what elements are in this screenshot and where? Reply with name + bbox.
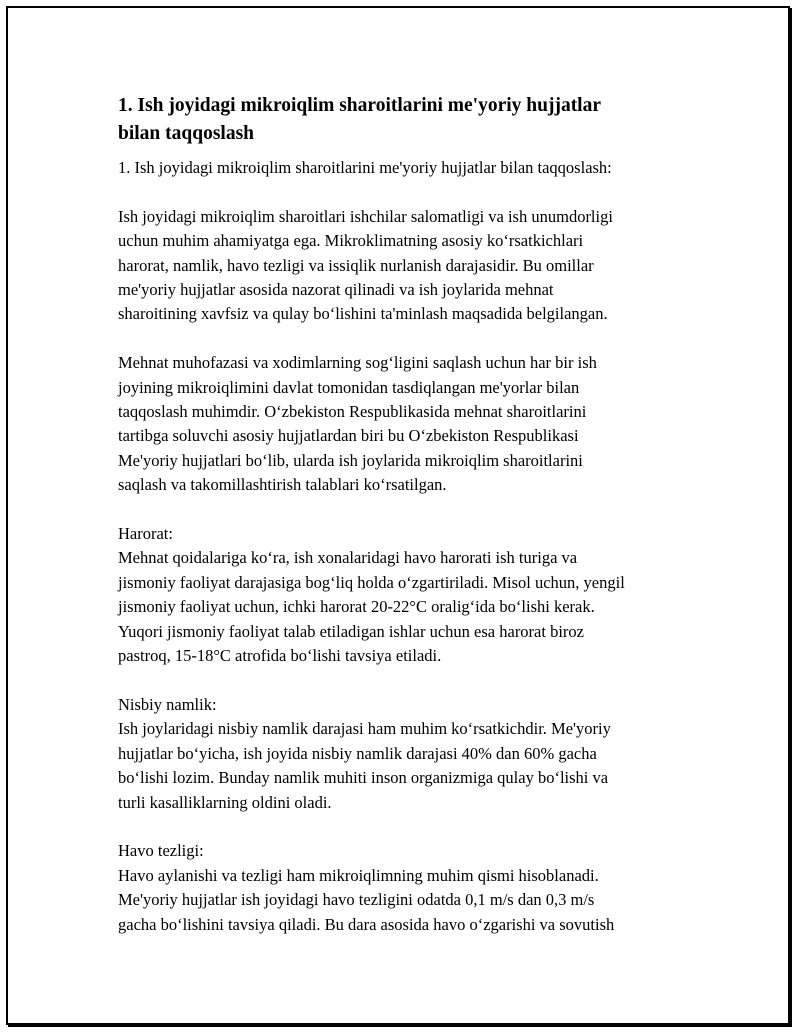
text-line: Mehnat muhofazasi va xodimlarning sogʻligini saqlash uchun har bir ish	[118, 353, 597, 373]
text-line: Havo aylanishi va tezligi ham mikroiqlimning muhim qismi hisoblanadi.	[118, 865, 599, 885]
air-speed-paragraph	[118, 839, 688, 937]
text-line: Me'yoriy hujjatlari boʻlib, ularda ish joylarida mikroiqlim sharoitlarini	[118, 450, 583, 470]
section-label: Harorat:	[118, 524, 173, 544]
temperature-paragraph	[118, 522, 688, 668]
text-line: gacha boʻlishini tavsiya qiladi. Bu dara asosida havo oʻzgarishi va sovutish	[118, 914, 615, 934]
text-line: hujjatlar boʻyicha, ish joyida nisbiy namlik darajasi 40% dan 60% gacha	[118, 743, 597, 763]
text-line: Ish joylaridagi nisbiy namlik darajasi ham muhim koʻrsatkichdir. Me'yoriy	[118, 719, 611, 739]
intro-paragraph	[118, 156, 688, 180]
document-heading	[118, 92, 688, 148]
text-line: saqlash va takomillashtirish talablari koʻrsatilgan.	[118, 475, 447, 495]
section-label: Havo tezligi:	[118, 841, 204, 861]
text-line: boʻlishi lozim. Bunday namlik muhiti inson organizmiga qulay boʻlishi va	[118, 768, 609, 788]
section-label: Nisbiy namlik:	[118, 694, 217, 714]
text-line: taqqoslash muhimdir. Oʻzbekiston Respublikasida mehnat sharoitlarini	[118, 402, 587, 422]
document-body	[118, 92, 688, 961]
text-line: harorat, namlik, havo tezligi va issiqlik nurlanish darajasidir. Bu omillar	[118, 255, 594, 275]
text-line: turli kasalliklarning oldini oladi.	[118, 792, 332, 812]
text-line: sharoitining xavfsiz va qulay boʻlishini ta'minlash maqsadida belgilangan.	[118, 304, 608, 324]
text-line: Me'yoriy hujjatlar ish joyidagi havo tezligini odatda 0,1 m/s dan 0,3 m/s	[118, 890, 595, 910]
text-line: tartibga soluvchi asosiy hujjatlardan biri bu Oʻzbekiston Respublikasi	[118, 426, 579, 446]
text-line: jismoniy faoliyat darajasiga bogʻliq holda oʻzgartiriladi. Misol uchun, yengil	[118, 572, 625, 592]
text-line: Ish joyidagi mikroiqlim sharoitlari ishchilar salomatligi va ish unumdorligi	[118, 206, 613, 226]
overview-paragraph	[118, 205, 688, 327]
text-line: jismoniy faoliyat uchun, ichki harorat 20-22°C oraligʻida boʻlishi kerak.	[118, 597, 595, 617]
text-line: joyining mikroiqlimini davlat tomonidan tasdiqlangan me'yorlar bilan	[118, 377, 580, 397]
humidity-paragraph	[118, 693, 688, 815]
heading-line: 1. Ish joyidagi mikroiqlim sharoitlarini me'yoriy hujjatlar	[118, 95, 602, 116]
text-line: Yuqori jismoniy faoliyat talab etiladigan ishlar uchun esa harorat biroz	[118, 621, 584, 641]
text-line: Mehnat qoidalariga koʻra, ish xonalaridagi havo harorati ish turiga va	[118, 548, 578, 568]
text-line: pastroq, 15-18°C atrofida boʻlishi tavsiya etiladi.	[118, 646, 442, 666]
text-line: uchun muhim ahamiyatga ega. Mikroklimatning asosiy koʻrsatkichlari	[118, 231, 584, 251]
heading-line: bilan taqqoslash	[118, 123, 255, 144]
text-line: 1. Ish joyidagi mikroiqlim sharoitlarini me'yoriy hujjatlar bilan taqqoslash:	[118, 158, 612, 177]
regulation-paragraph	[118, 351, 688, 497]
text-line: me'yoriy hujjatlar asosida nazorat qilinadi va ish joylarida mehnat	[118, 280, 554, 300]
